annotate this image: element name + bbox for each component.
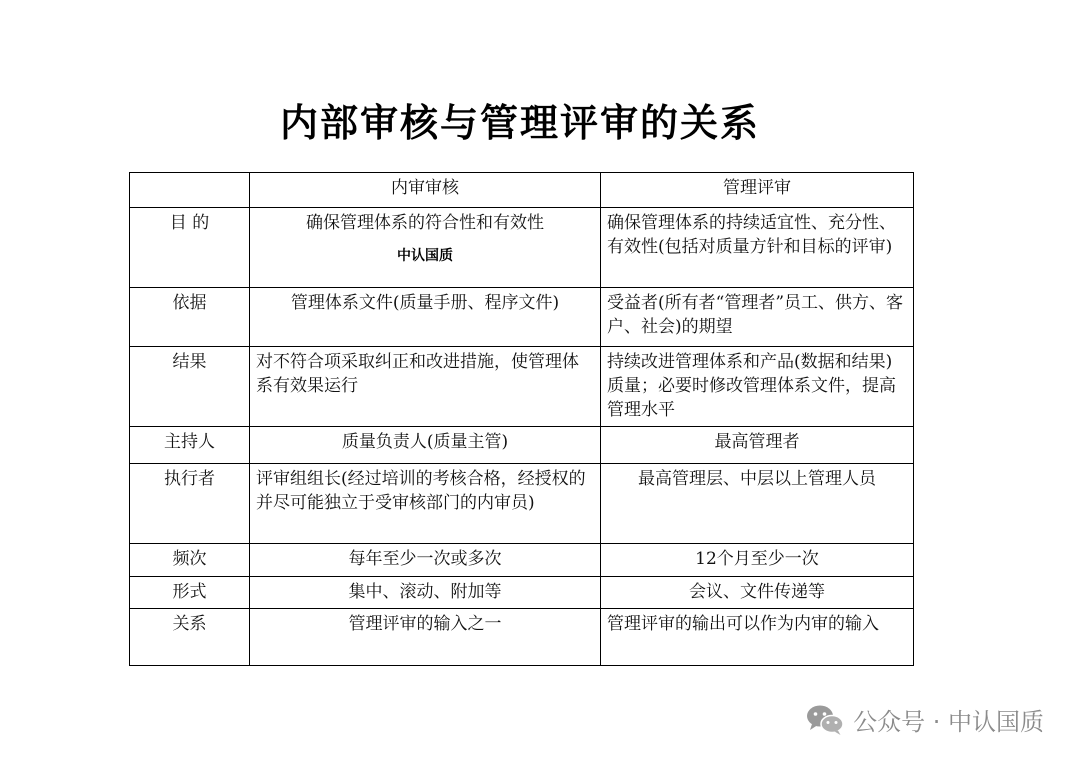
page-title: 内部审核与管理评审的关系 [279, 101, 760, 145]
review-cell: 确保管理体系的持续适宜性、充分性、有效性(包括对质量方针和目标的评审) [601, 208, 914, 288]
comparison-table [129, 172, 914, 666]
row-label: 依据 [130, 288, 250, 347]
row-label: 目 的 [130, 208, 250, 288]
account-watermark [805, 702, 1044, 737]
internal-cell: 管理体系文件(质量手册、程序文件) [250, 288, 601, 347]
table-row [130, 208, 914, 288]
table-row [130, 288, 914, 347]
table-row [130, 609, 914, 666]
account-name: 公众号 · 中认国质 [853, 708, 1044, 736]
internal-cell: 集中、滚动、附加等 [250, 577, 601, 609]
review-cell: 最高管理层、中层以上管理人员 [601, 464, 914, 544]
internal-cell: 每年至少一次或多次 [250, 544, 601, 577]
table-header-row [130, 173, 914, 208]
row-label: 形式 [130, 577, 250, 609]
internal-cell: 对不符合项采取纠正和改进措施，使管理体系有效果运行 [250, 347, 601, 427]
row-label: 主持人 [130, 427, 250, 464]
inline-watermark: 中认国质 [397, 248, 453, 264]
wechat-icon [805, 703, 845, 737]
review-cell: 12个月至少一次 [601, 544, 914, 577]
row-label: 执行者 [130, 464, 250, 544]
header-internal-audit: 内审审核 [250, 173, 601, 208]
internal-cell: 管理评审的输入之一 [250, 609, 601, 666]
internal-cell [250, 208, 601, 288]
header-cell-empty [130, 173, 250, 208]
review-cell: 受益者(所有者“管理者”员工、供方、客户、社会)的期望 [601, 288, 914, 347]
review-cell: 管理评审的输出可以作为内审的输入 [601, 609, 914, 666]
table-row [130, 577, 914, 609]
table-row [130, 464, 914, 544]
internal-cell: 质量负责人(质量主管) [250, 427, 601, 464]
table-row [130, 427, 914, 464]
header-management-review: 管理评审 [601, 173, 914, 208]
row-label: 结果 [130, 347, 250, 427]
table-row [130, 347, 914, 427]
review-cell: 最高管理者 [601, 427, 914, 464]
review-cell: 持续改进管理体系和产品(数据和结果)质量；必要时修改管理体系文件，提高管理水平 [601, 347, 914, 427]
row-label: 关系 [130, 609, 250, 666]
row-label: 频次 [130, 544, 250, 577]
review-cell: 会议、文件传递等 [601, 577, 914, 609]
table-row [130, 544, 914, 577]
internal-text: 确保管理体系的符合性和有效性 [306, 213, 544, 233]
internal-cell: 评审组组长(经过培训的考核合格，经授权的并尽可能独立于受审核部门的内审员) [250, 464, 601, 544]
